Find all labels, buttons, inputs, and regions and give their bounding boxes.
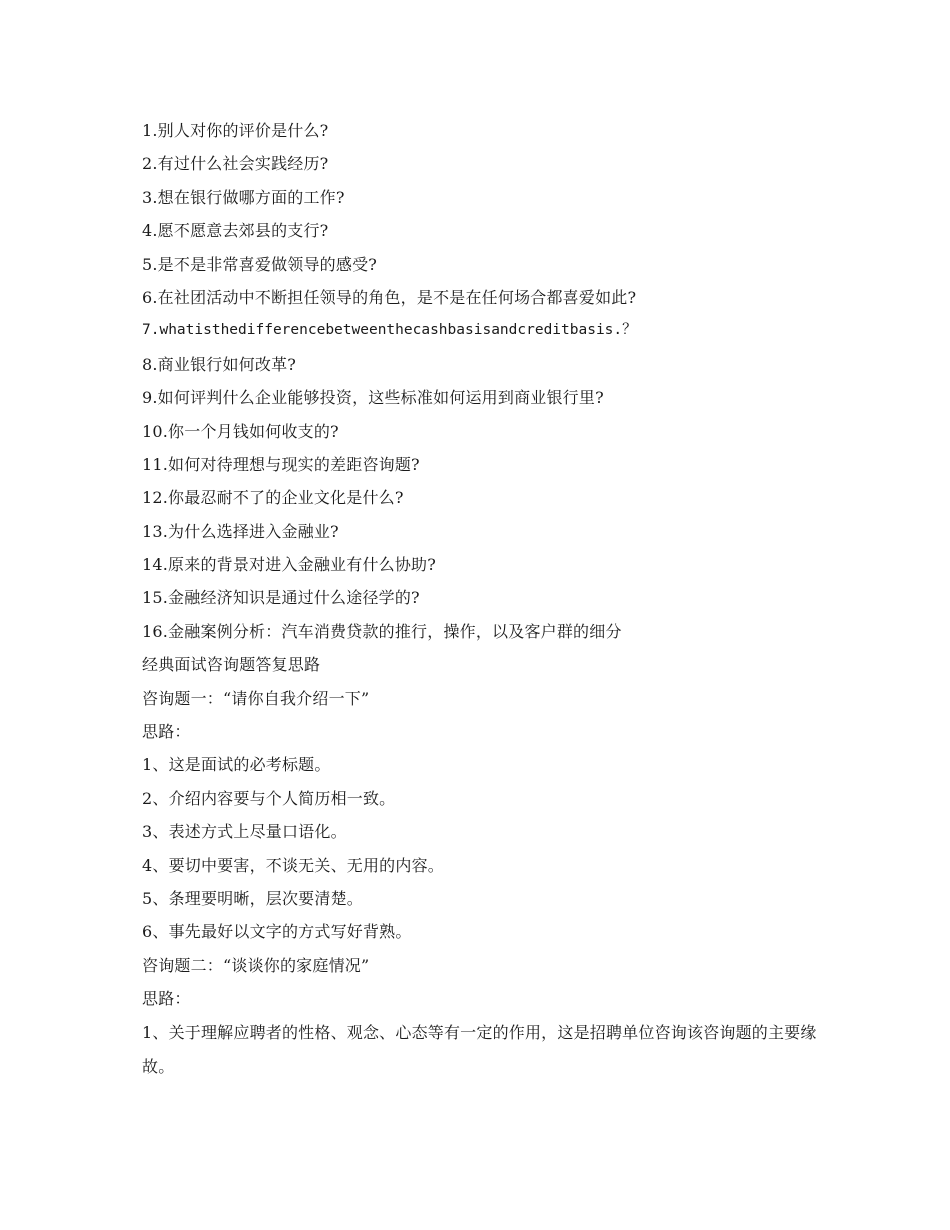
question-one-label: 思路： <box>142 722 191 742</box>
question-item: 6.在社团活动中不断担任领导的角色，是不是在任何场合都喜爱如此? <box>142 287 637 307</box>
question-item: 2.有过什么社会实践经历? <box>142 154 329 174</box>
question-item: 12.你最忍耐不了的企业文化是什么? <box>142 488 404 508</box>
question-item: 11.如何对待理想与现实的差距咨询题? <box>142 454 420 474</box>
question-one-point: 5、条理要明晰，层次要清楚。 <box>142 888 363 908</box>
section-title: 经典面试咨询题答复思路 <box>142 655 321 675</box>
question-one-title: 咨询题一：“请你自我介绍一下” <box>142 688 370 708</box>
question-item: 4.愿不愿意去郊县的支行? <box>142 221 329 241</box>
question-item: 16.金融案例分析：汽车消费贷款的推行，操作，以及客户群的细分 <box>142 621 622 641</box>
question-list <box>142 114 842 648</box>
question-one-section <box>142 682 842 949</box>
question-one-point: 6、事先最好以文字的方式写好背熟。 <box>142 922 412 942</box>
question-two-title: 咨询题二：“谈谈你的家庭情况” <box>142 955 370 975</box>
question-one-point: 4、要切中要害，不谈无关、无用的内容。 <box>142 855 444 875</box>
question-one-point: 3、表述方式上尽量口语化。 <box>142 822 347 842</box>
question-item: 8.商业银行如何改革? <box>142 354 297 374</box>
question-two-section <box>142 949 842 1084</box>
question-item: 9.如何评判什么企业能够投资，这些标准如何运用到商业银行里? <box>142 388 604 408</box>
question-item: 10.你一个月钱如何收支的? <box>142 421 339 441</box>
question-item: 13.为什么选择进入金融业? <box>142 521 339 541</box>
document-body <box>142 114 842 1084</box>
question-one-point: 1、这是面试的必考标题。 <box>142 755 331 775</box>
question-item: 5.是不是非常喜爱做领导的感受? <box>142 254 378 274</box>
question-item: 14.原来的背景对进入金融业有什么协助? <box>142 555 437 575</box>
question-two-point: 1、关于理解应聘者的性格、观念、心态等有一定的作用，这是招聘单位咨询该咨询题的主要缘故。 <box>142 1022 817 1076</box>
question-item: 15.金融经济知识是通过什么途径学的? <box>142 588 420 608</box>
question-two-label: 思路： <box>142 989 191 1009</box>
question-item: 7.whatisthedifferencebetweenthecashbasisandcreditbasis.？ <box>142 322 637 339</box>
question-item: 1.别人对你的评价是什么? <box>142 121 329 140</box>
question-item: 3.想在银行做哪方面的工作? <box>142 187 345 207</box>
question-one-point: 2、介绍内容要与个人简历相一致。 <box>142 788 396 808</box>
